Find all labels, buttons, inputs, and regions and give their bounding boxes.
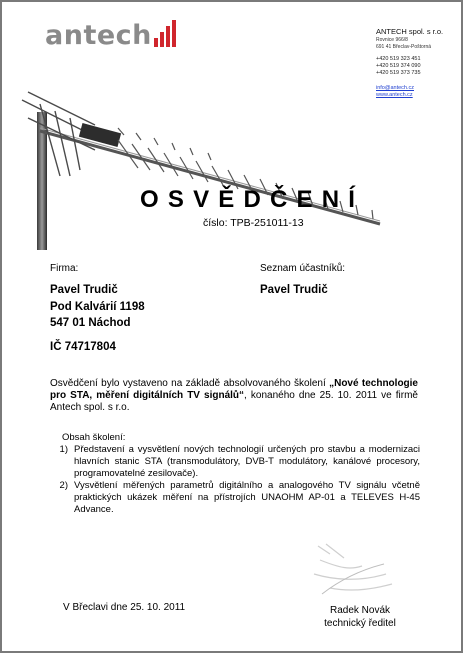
company-street: Rovnice 966/8 [376, 37, 408, 43]
firm-address [50, 282, 145, 332]
list-item [50, 444, 420, 480]
participant-name: Pavel Trudič [260, 284, 328, 296]
list-item-number: 1) [59, 444, 68, 455]
list-item [50, 480, 420, 516]
signature-scribble [300, 540, 410, 602]
participants-label: Seznam účastníků: [260, 263, 346, 274]
signer-role: technický ředitel [324, 618, 396, 629]
statement-after: , konaného dne 25. 10. 2011 ve firmě Antech spol. s r.o. [50, 390, 418, 414]
certificate-number: číslo: TPB-251011-13 [203, 217, 304, 229]
company-contacts [376, 56, 421, 99]
course-title: „Nové technologie pro STA, měření digitálních TV signálů“ [50, 378, 418, 402]
list-item-text: Vysvětlení měřených parametrů digitálního a analogového TV signálu včetně praktických ukázek měření na přístrojích UNAOHM AP-01 a TELEVES H-45 Advance. [74, 479, 420, 515]
company-city: 691 41 Břeclav-Poštorná [376, 44, 432, 50]
firm-name: Pavel Trudič [50, 284, 118, 296]
web-link[interactable]: www.antech.cz [376, 91, 413, 98]
company-name: ANTECH spol. s r.o. [376, 27, 444, 36]
signature-block [300, 604, 420, 630]
signer-name: Radek Novák [329, 605, 391, 616]
course-contents [50, 432, 420, 515]
contents-heading: Obsah školení: [62, 432, 126, 443]
firm-city: 547 01 Náchod [50, 317, 131, 329]
list-item-number: 2) [59, 479, 68, 491]
phone-2: +420 519 374 090 [376, 63, 421, 70]
firm-ico: IČ 74717804 [50, 341, 116, 353]
firm-street: Pod Kalvárií 1198 [50, 300, 145, 313]
signal-bars-icon [154, 20, 176, 47]
firm-label: Firma: [50, 263, 79, 274]
certificate-title: OSVĚDČENÍ [140, 186, 365, 213]
list-item-text: Představení a vysvětlení nových technologií určených pro stavbu a modernizaci hlavních stanic STA (transmodulátory, DVB-T modulátory, kanálové procesory, programovatelné zesilovače). [74, 444, 420, 479]
logo-wordmark: antech [45, 20, 152, 51]
place-date: V Břeclavi dne 25. 10. 2011 [63, 602, 186, 613]
statement-paragraph [50, 378, 418, 415]
statement-before: Osvědčení bylo vystaveno na základě absolvovaného školení [50, 378, 330, 389]
phone-1: +420 519 323 451 [376, 56, 421, 62]
phone-3: +420 519 373 735 [376, 70, 421, 77]
company-address [376, 27, 443, 51]
email-link[interactable]: info@antech.cz [376, 84, 414, 91]
company-logo [45, 18, 176, 50]
